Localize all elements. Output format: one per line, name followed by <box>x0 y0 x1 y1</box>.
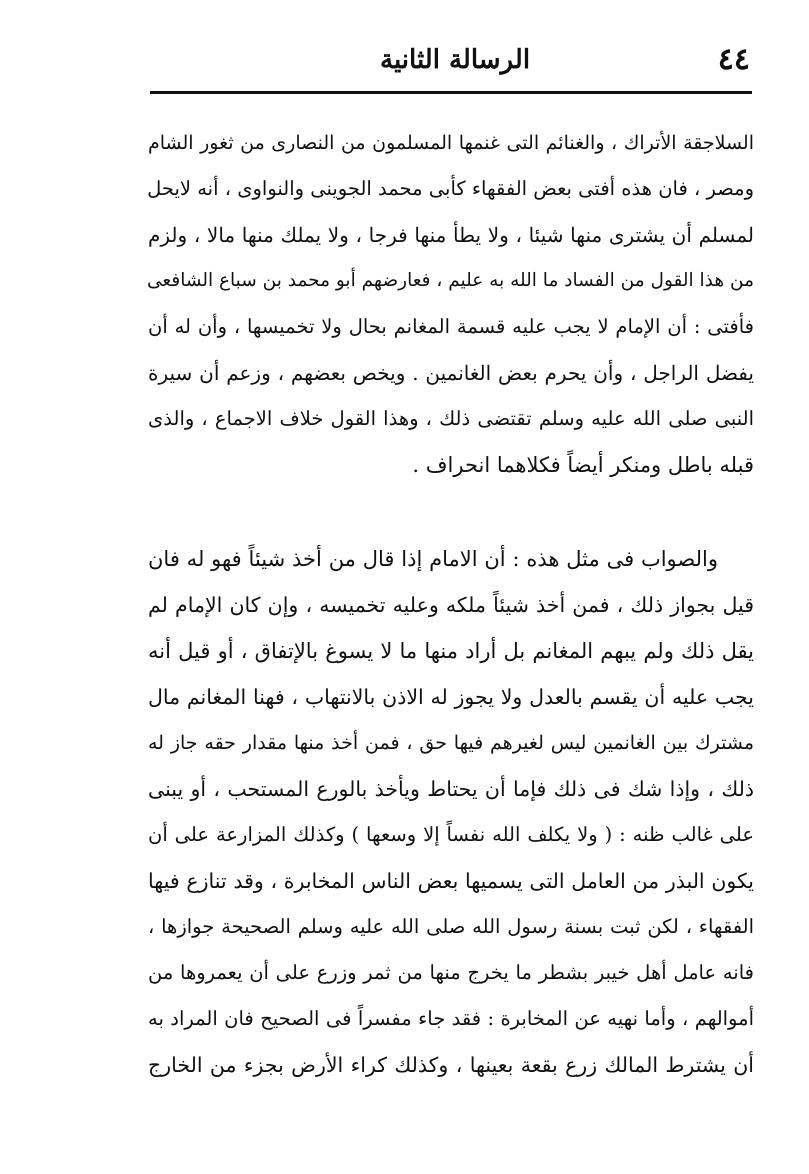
text-line: الفقهاء ، لكن ثبت بسنة رسول الله صلى الله عليه وسلم الصحيحة جوازها ، <box>148 915 754 938</box>
text-line: لمسلم أن يشترى منها شيئا ، ولا يطأ منها فرجا ، ولا يملك منها مالا ، ولزم <box>148 223 754 247</box>
running-title: الرسالة الثانية <box>380 45 531 75</box>
text-line: أموالهم ، وأما نهيه عن المخابرة : فقد جاء مفسراً فى الصحيح فان المراد به <box>148 1007 754 1030</box>
text-line: يجب عليه أن يقسم بالعدل ولا يجوز له الاذن بالانتهاب ، فهنا المغانم مال <box>148 685 754 709</box>
text-line: النبى صلى الله عليه وسلم تقتضى ذلك ، وهذا القول خلاف الاجماع ، والذى <box>148 407 754 430</box>
text-line: السلاجقة الأتراك ، والغنائم التى غنمها المسلمون من النصارى من ثغور الشام <box>148 132 754 154</box>
text-line: ومصر ، فان هذه أفتى بعض الفقهاء كأبى محمد الجوينى والنواوى ، أنه لايحل <box>147 177 754 200</box>
text-line: قيل بجواز ذلك ، فمن أخذ شيئاً ملكه وعليه تخميسه ، وإن كان الإمام لم <box>148 593 754 617</box>
text-line: والصواب فى مثل هذه : أن الامام إذا قال من أخذ شيئاً فهو له فان <box>148 547 718 571</box>
text-line: فانه عامل أهل خيبر بشطر ما يخرج منها من ثمر وزرع على أن يعمروها من <box>148 961 754 984</box>
header-rule <box>150 91 752 94</box>
paragraph-gap <box>148 488 754 536</box>
text-line: فأفتى : أن الإمام لا يجب عليه قسمة المغانم بحال ولا تخميسها ، وأن له أن <box>148 315 754 338</box>
text-line: قبله باطل ومنكر أيضاً فكلاهما انحراف . <box>412 453 754 477</box>
text-line: يكون البذر من العامل التى يسميها بعض الناس المخابرة ، وقد تنازع فيها <box>148 869 754 893</box>
paragraph-1 <box>148 120 754 488</box>
page-number: ٤٤ <box>717 42 750 77</box>
text-line: مشترك بين الغانمين ليس لغيرهم فيها حق ، فمن أخذ منها مقدار حقه جاز له <box>148 732 754 754</box>
text-line: على غالب ظنه : ( ولا يكلف الله نفساً إلا وسعها ) وكذلك المزارعة على أن <box>148 823 754 846</box>
text-line: يفضل الراجل ، وأن يحرم بعض الغانمين . ويخص بعضهم ، وزعم أن سيرة <box>148 361 754 385</box>
body-text <box>148 120 754 1088</box>
text-line: من هذا القول من الفساد ما الله به عليم ، فعارضهم أبو محمد بن سباع الشافعى <box>147 270 754 291</box>
page-header <box>150 38 750 82</box>
paragraph-2 <box>148 536 754 1088</box>
text-line: أن يشترط المالك زرع بقعة بعينها ، وكذلك كراء الأرض بجزء من الخارج <box>148 1053 754 1077</box>
text-line: ذلك ، وإذا شك فى ذلك فإما أن يحتاط ويأخذ بالورع المستحب ، أو يبنى <box>148 777 754 801</box>
text-line: يقل ذلك ولم يبهم المغانم بل أراد منها ما لا يسوغ بالإتفاق ، أو قيل أنه <box>148 639 754 663</box>
